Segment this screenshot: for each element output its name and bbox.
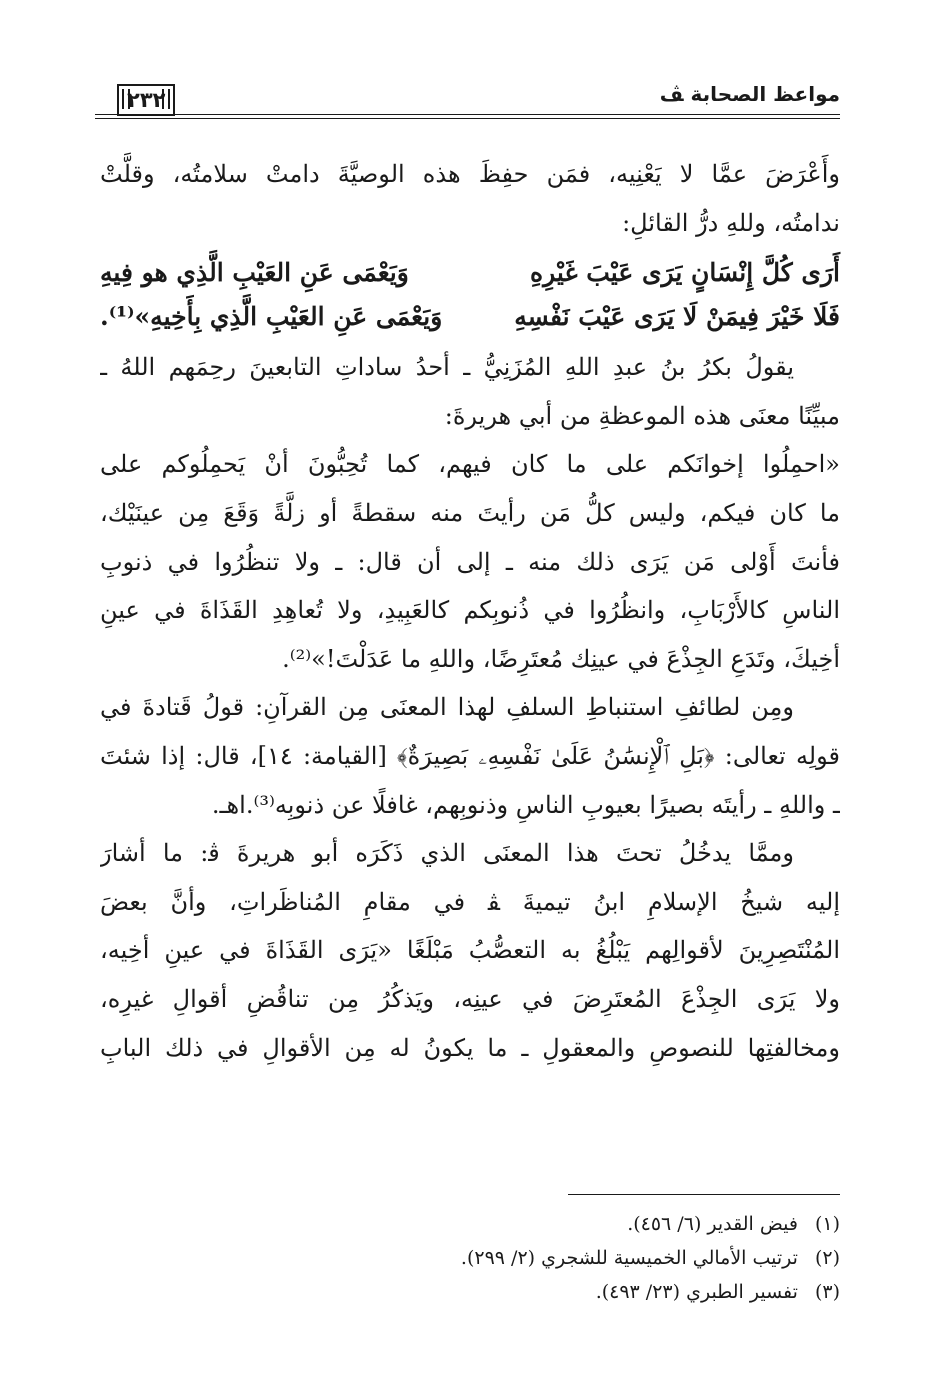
footnotes bbox=[100, 1207, 840, 1309]
text-line: وأَعْرَضَ عمَّا لا يَعْنِيه، فمَن حفِظَ هذه الوصيَّةَ دامتْ سلامتُه، وقلَّتْ bbox=[100, 160, 840, 188]
text-line: يقولُ بكرُ بنُ عبدِ اللهِ المُزَنِيُّ ـ أحدُ ساداتِ التابعينَ رحِمَهم اللهُ ـ bbox=[100, 353, 794, 382]
text-line: أخِيكَ، وتَدَعِ الجِذْعَ في عينِك مُعتَرِضًا، واللهِ ما عَدَلْتَ!»⁽²⁾. bbox=[282, 644, 840, 673]
footnote-separator bbox=[568, 1194, 840, 1195]
text-line: الناسِ كالأَرْبَابِ، وانظُرُوا في ذُنوبِكم كالعَبِيدِ، ولا تُعاهِدِ القَذَاةَ في عينِ bbox=[100, 596, 840, 625]
page-number: ٢٣٢ bbox=[117, 84, 175, 116]
footnote-text: تفسير الطبري (٢٣/ ٤٩٣). bbox=[595, 1281, 798, 1303]
footnote-text: ترتيب الأمالي الخميسية للشجري (٢/ ٢٩٩). bbox=[460, 1247, 798, 1269]
footnote bbox=[100, 1275, 840, 1309]
text-line: المُنْتَصِرِينَ لأقوالِهم يَبْلُغُ به التعصُّبُ مَبْلَغًا «يَرَى القَذَاةَ في عينِ أخِيه، bbox=[100, 936, 840, 965]
text-line: «احمِلُوا إخوانَكم على ما كان فيهم، كما تُحِبُّونَ أنْ يَحمِلُوكم على bbox=[100, 450, 840, 479]
text-line: فأنتَ أَوْلى مَن يَرَى ذلك منه ـ إلى أن قال: ـ ولا تنظُرُوا في ذنوبِ bbox=[100, 547, 840, 576]
page-header bbox=[95, 70, 840, 130]
text-line: مبيِّنًا معنَى هذه الموعظةِ من أبي هريرةَ: bbox=[444, 401, 840, 430]
poem bbox=[100, 251, 840, 339]
poem-hemistich: أَرَى كُلَّ إِنْسَانٍ يَرَى عَيْبَ غَيْرِهِ bbox=[530, 258, 840, 288]
footnote-text: فيض القدير (٦/ ٤٥٦). bbox=[627, 1213, 798, 1235]
text-line: ما كان فيكم، وليس كلُّ مَن رأيتَ منه سقطةً أو زلَّةً وَقَعَ مِن عينَيْك، bbox=[100, 498, 840, 527]
book-title: مواعظ الصحابة ﭫ bbox=[659, 82, 840, 106]
footnote bbox=[100, 1207, 840, 1241]
poem-hemistich: وَيَعْمَى عَنِ العَيْبِ الَّذِي هو فِيهِ bbox=[100, 258, 409, 288]
poem-verse bbox=[100, 295, 840, 339]
text-line: ومخالفتِها للنصوصِ والمعقولِ ـ ما يكونُ له مِن الأقوالِ في ذلك البابِ bbox=[100, 1033, 840, 1062]
text-line: إليه شيخُ الإسلامِ ابنُ تيميةَ ﭭ في مقامِ المُناظَراتِ، وأنَّ بعضَ bbox=[100, 887, 840, 916]
header-rule-bottom bbox=[95, 118, 840, 119]
footnote-number: (٣) bbox=[814, 1281, 840, 1303]
main-text bbox=[100, 150, 840, 1072]
header-rule-top bbox=[95, 114, 840, 115]
poem-hemistich: فَلَا خَيْرَ فِيمَنْ لَا يَرَى عَيْبَ نَفْسِهِ bbox=[514, 302, 840, 332]
text-line: ولا يَرَى الجِذْعَ المُعتَرِضَ في عينِه، ويَذكُرُ مِن تناقُضِ أقوالِ غيرِه، bbox=[100, 984, 840, 1013]
poem-hemistich: وَيَعْمَى عَنِ العَيْبِ الَّذِي بِأَخِيهِ»⁽¹⁾. bbox=[100, 302, 443, 332]
footnote-number: (١) bbox=[814, 1213, 840, 1235]
footnote-number: (٢) bbox=[814, 1247, 840, 1269]
text-line: ومِن لطائفِ استنباطِ السلفِ لهذا المعنَى مِن القرآنِ: قولُ قَتادةَ في bbox=[100, 693, 794, 722]
text-line: ـ واللهِ ـ رأيتَه بصيرًا بعيوبِ الناسِ وذنوبِهم، غافلًا عن ذنوبِه⁽³⁾.اهـ. bbox=[211, 790, 840, 819]
text-line: وممَّا يدخُلُ تحتَ هذا المعنَى الذي ذَكَرَه أبو هريرةَ ﭬ: ما أشارَ bbox=[100, 839, 794, 868]
text-line: ندامتُه، وللهِ درُّ القائلِ: bbox=[622, 208, 840, 237]
footnote bbox=[100, 1241, 840, 1275]
poem-verse bbox=[100, 251, 840, 295]
text-line: قولِه تعالى: ﴿بَلِ ٱلْإِنسَٰنُ عَلَىٰ نَفْسِهِۦ بَصِيرَةٌ﴾ [القيامة: ١٤]، قال: إذا شئتَ bbox=[100, 741, 840, 770]
